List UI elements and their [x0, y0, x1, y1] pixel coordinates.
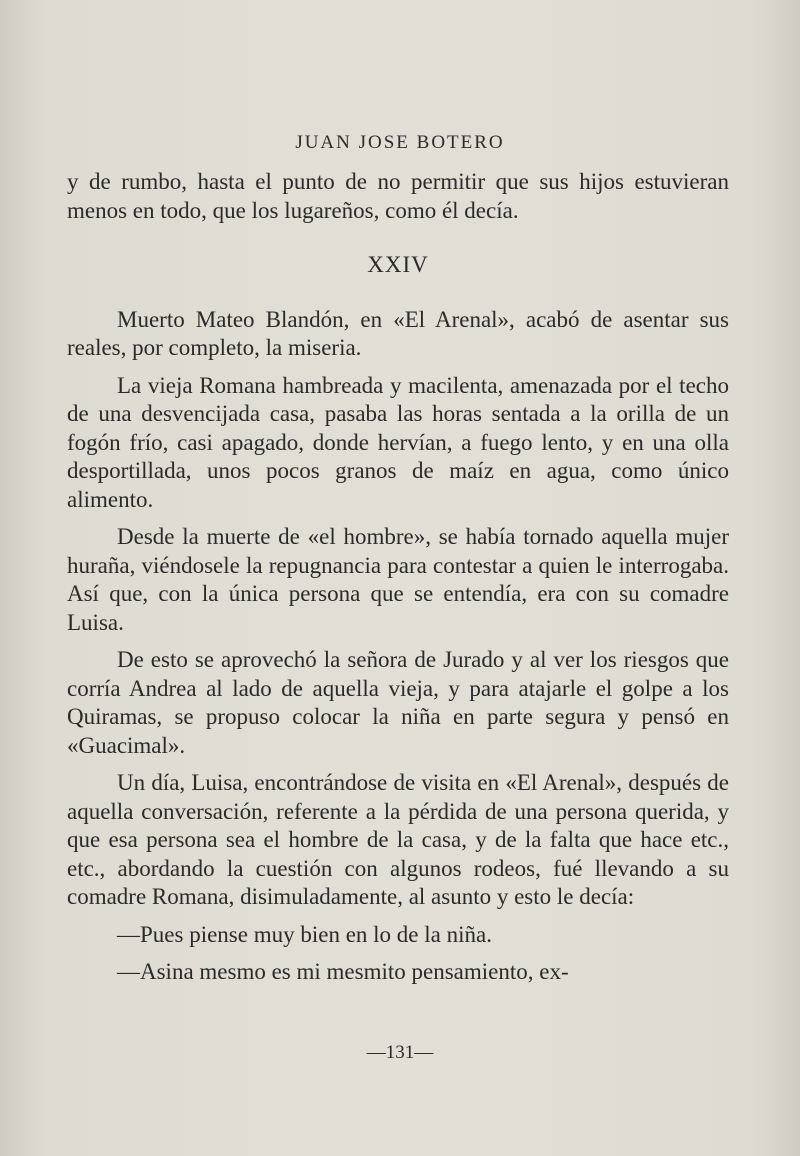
paragraph: Muerto Mateo Blandón, en «El Arenal», acabó de asentar sus reales, por completo, la miseria. [67, 306, 729, 360]
dialogue-line: —Asina mesmo es mi mesmito pensamiento, ex- [117, 959, 569, 984]
paragraph: Un día, Luisa, encontrándose de visita en «El Arenal», después de aquella conversación, referente a la pérdida de una persona querida, y que esa persona sea el hombre de la casa, y de la falta que hace etc., etc., abordando la cuestión con algunos rodeos, fué llevando a su comadre Romana, disimuladamente, al asunto y esto le decía: [67, 770, 729, 909]
page-body [67, 168, 729, 996]
paragraph: La vieja Romana hambreada y macilenta, amenazada por el techo de una desvencijada casa, pasaba las horas sentada a la orilla de un fogón frío, casi apagado, donde hervían, a fuego lento, y en una olla desportillada, unos pocos granos de maíz en agua, como único alimento. [67, 372, 729, 512]
running-header: JUAN JOSE BOTERO [295, 132, 505, 153]
dialogue-line: —Pues piense muy bien en lo de la niña. [117, 921, 492, 947]
chapter-heading: XXIV [367, 252, 429, 277]
paragraph: De esto se aprovechó la señora de Jurado y al ver los riesgos que corría Andrea al lado de aquella vieja, y para atajarle el golpe a los Quiramas, se propuso colocar la niña en parte segura y pensó en «Guacimal». [67, 647, 729, 758]
paragraph-continuation: y de rumbo, hasta el punto de no permitir que sus hijos estuvieran menos en todo, que los lugareños, como él decía. [67, 169, 729, 223]
page-number: —131— [366, 1042, 434, 1063]
paragraph: Desde la muerte de «el hombre», se había tornado aquella mujer huraña, viéndosele la repugnancia para contestar a quien le interrogaba. Así que, con la única persona que se entendía, era con su comadre Luisa. [67, 524, 729, 635]
